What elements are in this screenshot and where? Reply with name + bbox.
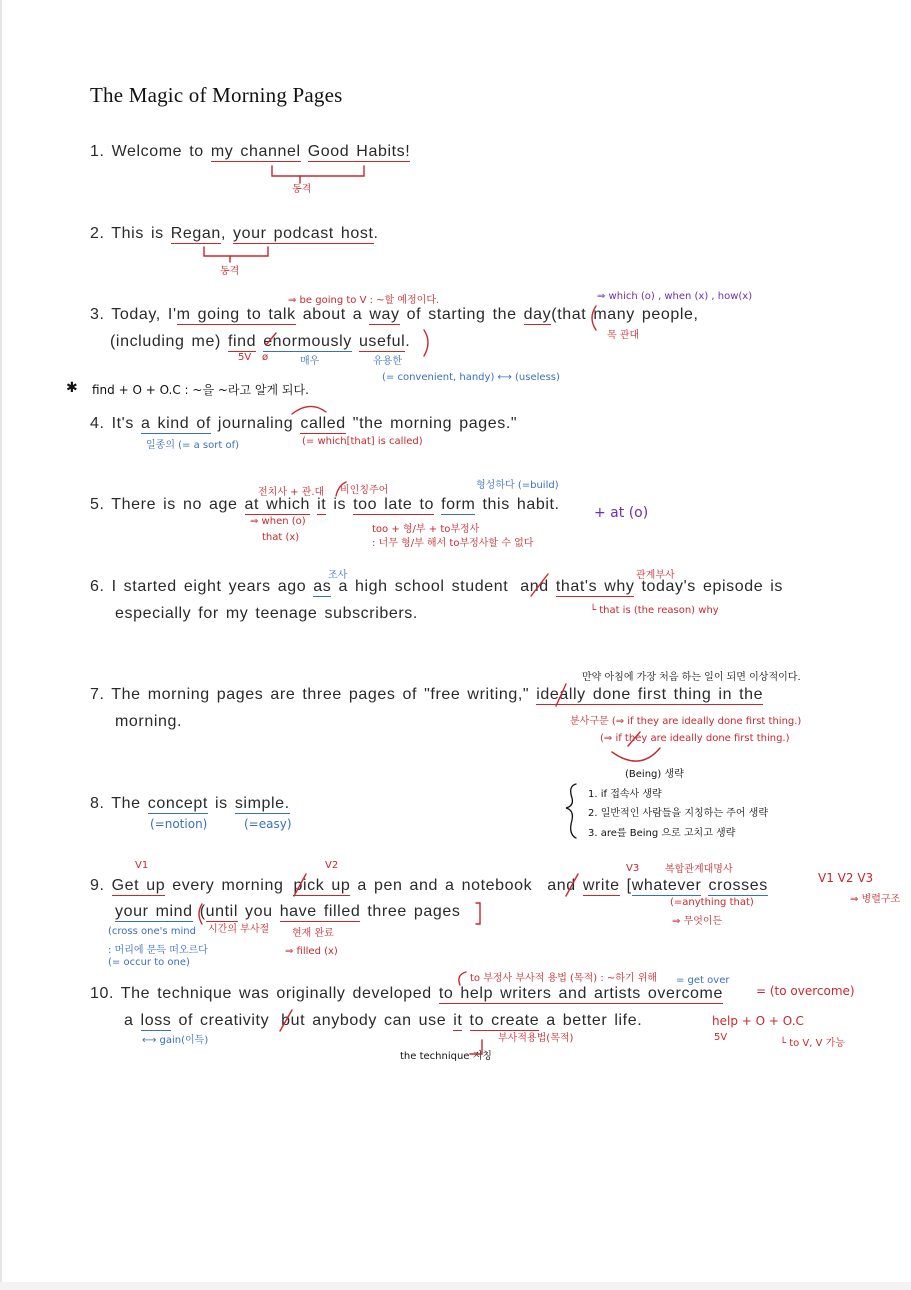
arrow-s4 — [292, 406, 326, 414]
sentence-3-line-1: 3. Today, I'm going to talk about a way of starting the day(that many people, — [90, 306, 699, 323]
note-if-they-are: (⇒ if they are ideally done first thing.) — [600, 733, 790, 744]
sentence-7-line-1: 7. The morning pages are three pages of "free writing," ideally done first thing in the — [90, 686, 764, 703]
note-that-x: that (x) — [262, 532, 300, 543]
note-convenient-handy: (= convenient, handy) ⟷ (useless) — [382, 372, 560, 383]
note-yuyonghan: 유용한 — [373, 356, 402, 367]
bracket-s9-close — [476, 903, 480, 924]
note-mueosideun: ⇒ 무엇이든 — [672, 916, 723, 927]
note-notion: (=notion) — [150, 817, 208, 831]
sentence-7-line-2: morning. — [115, 713, 183, 730]
note-josa: 조사 — [328, 570, 348, 581]
note-list-3: 3. are를 Being 으로 고치고 생략 — [588, 828, 736, 839]
sentence-8: 8. The concept is simple. — [90, 795, 290, 812]
brace-list — [566, 784, 576, 838]
note-that-is-why: └ that is (the reason) why — [590, 605, 719, 616]
underline-called: called — [300, 415, 346, 432]
underline-whatever: whatever — [631, 877, 702, 894]
underline-it-10: it — [453, 1012, 463, 1029]
underline-find: find — [227, 333, 257, 350]
note-get-over: = get over — [676, 975, 730, 986]
note-which-when-how: ⇒ which (o) , when (x) , how(x) — [597, 291, 753, 302]
note-cross-meaning: : 머리에 문득 떠오르다 — [108, 945, 208, 956]
page-bottom-edge — [0, 1282, 911, 1290]
arrow-s10 — [459, 972, 466, 985]
note-list-2: 2. 일반적인 사람들을 지칭하는 주어 생략 — [588, 808, 768, 819]
note-hyeonjae-wanryo: 현재 완료 — [292, 928, 334, 939]
note-cross-ones-mind: (cross one's mind — [108, 926, 196, 937]
underline-useful: useful — [358, 333, 406, 350]
underline-concept: concept — [147, 795, 208, 812]
note-sigan-busajeol: 시간의 부사절 — [208, 924, 270, 935]
underline-podcast-host: your podcast host — [233, 225, 374, 242]
arrow-s7 — [612, 748, 660, 761]
note-s2-dongyeok: 동격 — [220, 266, 240, 277]
underline-get-up: Get up — [111, 877, 166, 894]
note-find-o-oc: find + O + O.C : ~을 ~라고 알게 되다. — [92, 383, 309, 397]
underline-good-habits: Good Habits! — [307, 143, 411, 160]
underline-form: form — [441, 496, 476, 513]
note-v2: V2 — [325, 860, 339, 871]
note-help-5v: 5V — [714, 1032, 728, 1043]
underline-at-which: at which — [244, 496, 311, 513]
note-to-overcome: = (to overcome) — [756, 984, 855, 998]
sentence-9-line-1: 9. Get up every morning pick up a pen and a notebook and write [whatever crosses — [90, 877, 768, 894]
underline-crosses: crosses — [708, 877, 768, 894]
note-gwangye-busa: 관계부사 — [636, 570, 675, 581]
note-being-saengryak: (Being) 생략 — [625, 769, 684, 780]
note-v3: V3 — [626, 863, 640, 874]
note-bokhap-gwangye: 복합관계대명사 — [665, 864, 733, 875]
underline-write: write — [582, 877, 620, 894]
note-to-busajeok: to 부정사 부사적 용법 (목적) : ~하기 위해 — [470, 973, 658, 984]
underline-way: way — [369, 306, 400, 323]
underline-enormously: enormously — [263, 333, 352, 350]
sentence-4: 4. It's a kind of journaling called "the morning pages." — [90, 415, 518, 432]
note-5v: 5V — [238, 352, 252, 363]
sentence-1: 1. Welcome to my channel Good Habits! — [90, 143, 411, 160]
note-biinching-jueo: 비인칭주어 — [340, 485, 389, 496]
note-to-v-possible: └ to V, V 가능 — [780, 1038, 845, 1049]
note-byeongryeol: ⇒ 병렬구조 — [850, 894, 901, 905]
note-occur-to-one: (= occur to one) — [108, 957, 190, 968]
note-jeonchisa-gwandae: 전치사 + 관.대 — [258, 487, 325, 498]
underline-a-kind-of: a kind of — [140, 415, 211, 432]
note-too-to: too + 형/부 + to부정사 — [372, 524, 480, 535]
note-the-technique: the technique 지칭 — [400, 1051, 492, 1062]
note-v1: V1 — [135, 860, 149, 871]
sentence-2: 2. This is Regan, your podcast host. — [90, 225, 379, 242]
note-gain: ⟷ gain(이득) — [142, 1035, 209, 1046]
note-at-o: + at (o) — [594, 505, 649, 521]
note-object-empty: ø — [262, 352, 269, 363]
sentence-6-line-1: 6. I started eight years ago as a high school student and that's why today's episode is — [90, 578, 784, 595]
sentence-5: 5. There is no age at which it is too late to form this habit. — [90, 496, 560, 513]
page-edge — [0, 0, 2, 1290]
underline-ideally-done: ideally done first thing in the — [536, 686, 764, 703]
underline-thats-why: that's why — [555, 578, 635, 595]
underline-as: as — [313, 578, 332, 595]
note-manyak: 만약 아침에 가장 처음 하는 일이 되면 이상적이다. — [582, 672, 801, 683]
note-v1-v2-v3: V1 V2 V3 — [818, 871, 874, 885]
underline-loss: loss — [140, 1012, 172, 1029]
sentence-6-line-2: especially for my teenage subscribers. — [115, 605, 418, 622]
note-list-1: 1. if 접속사 생략 — [588, 789, 662, 800]
sentence-9-line-2: your mind (until you have filled three pages — [115, 903, 461, 920]
underline-my-channel: my channel — [210, 143, 301, 160]
note-bunsa-gumun: 분사구문 (⇒ if they are ideally done first thing.) — [570, 716, 802, 727]
page-title: The Magic of Morning Pages — [90, 83, 343, 107]
note-anything-that: (=anything that) — [670, 897, 754, 908]
underline-to-create: to create — [469, 1012, 540, 1029]
note-too-to-meaning: : 너무 형/부 해서 to부정사할 수 없다 — [372, 538, 534, 549]
underline-simple: simple. — [234, 795, 290, 812]
underline-going-to-talk: m going to talk — [176, 306, 296, 323]
underline-your-mind: your mind — [115, 903, 193, 920]
note-iljong-ui: 일종의 (= a sort of) — [146, 440, 240, 451]
sentence-10-line-1: 10. The technique was originally developed to help writers and artists overcome — [90, 985, 723, 1002]
underline-regan: Regan — [170, 225, 221, 242]
note-maewoo: 매우 — [300, 356, 320, 367]
underline-have-filled: have filled — [279, 903, 361, 920]
note-which-is-called: (= which[that] is called) — [302, 436, 423, 447]
note-mok-gwandae: 목 관대 — [607, 330, 640, 341]
note-when-o: ⇒ when (o) — [250, 516, 306, 527]
sentence-3-line-2: (including me) find enormously useful. — [110, 333, 411, 350]
note-help-o-oc: help + O + O.C — [712, 1014, 804, 1028]
note-s1-dongyeok: 동격 — [292, 184, 312, 195]
underline-until: until — [205, 903, 238, 920]
underline-pick-up: pick up — [293, 877, 351, 894]
bracket-s1 — [272, 166, 364, 176]
note-filled-x: ⇒ filled (x) — [285, 946, 338, 957]
sentence-10-line-2: a loss of creativity but anybody can use it to create a better life. — [124, 1012, 643, 1029]
underline-to-help-writers: to help writers and artists overcome — [438, 985, 723, 1002]
note-busajeok-mokjeok: 부사적용법(목적) — [498, 1033, 574, 1044]
note-easy: (=easy) — [244, 817, 292, 831]
note-hyeongseong-build: 형성하다 (=build) — [476, 480, 559, 491]
bracket-s2 — [204, 247, 268, 256]
underline-day: day — [523, 306, 552, 323]
underline-it: it — [317, 496, 327, 513]
star-mark: ✱ — [66, 380, 78, 396]
note-be-going-to: ⇒ be going to V : ~할 예정이다. — [288, 295, 440, 306]
underline-too-late-to: too late to — [353, 496, 435, 513]
